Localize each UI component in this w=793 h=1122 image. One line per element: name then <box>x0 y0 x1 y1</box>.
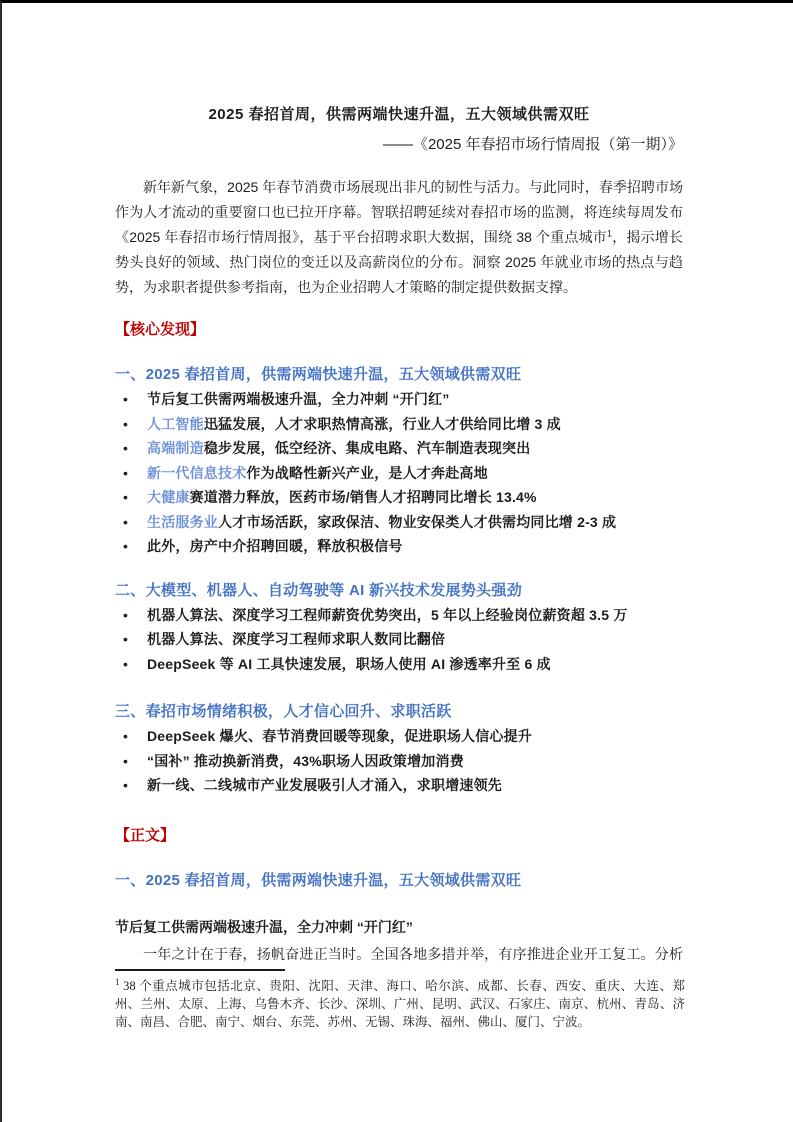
bullet-text: 作为战略性新兴产业，是人才奔赴高地 <box>246 464 488 481</box>
bullet-icon: • <box>123 631 129 647</box>
footnote-text: 38 个重点城市包括北京、贵阳、沈阳、天津、海口、哈尔滨、成都、长春、西安、重庆、大连、郑州、兰州、太原、上海、乌鲁木齐、长沙、深圳、广州、昆明、武汉、石家庄、南京、杭州、青岛、济南、南昌、合肥、南宁、烟台、东莞、苏州、无锡、珠海、福州、佛山、厦门、宁波。 <box>115 979 685 1029</box>
section-2-heading: 二、大模型、机器人、自动驾驶等 AI 新兴技术发展势头强劲 <box>115 581 523 599</box>
bullet-text: 机器人算法、深度学习工程师薪资优势突出，5 年以上经验岗位薪资超 3.5 万 <box>147 606 628 623</box>
list-item <box>115 412 683 437</box>
bullet-icon: • <box>123 415 129 432</box>
list-item <box>115 534 683 559</box>
bullet-icon: • <box>123 538 129 554</box>
bullet-text: 迅猛发展，人才求职热情高涨，行业人才供给同比增 3 成 <box>203 415 561 432</box>
footnote-separator <box>115 969 285 971</box>
document-subtitle: ——《2025 年春招市场行情周报（第一期）》 <box>382 136 683 153</box>
bullet-text: “国补” 推动换新消费，43%职场人因政策增加消费 <box>147 752 464 769</box>
footnote-paragraph <box>115 977 685 1031</box>
bullet-icon: • <box>123 777 129 793</box>
bullet-term: 人工智能 <box>147 415 204 432</box>
list-item <box>115 387 683 412</box>
list-item <box>115 485 683 510</box>
bullet-text: 人才市场活跃，家政保洁、物业安保类人才供需均同比增 2-3 成 <box>218 513 617 530</box>
bullet-icon: • <box>123 440 129 456</box>
bullet-icon: • <box>123 464 129 481</box>
intro-paragraph <box>115 175 683 300</box>
intro-text-part1: 新年新气象，2025 年春节消费市场展现出非凡的韧性与活力。与此同时，春季招聘市场作为人才流动的重要窗口也已拉开序幕。智联招聘延续对春招市场的监测，将连续每周发布《2025 年春招市场行情周报》，基于平台招聘求职大数据，围绕 38 个重点城市 <box>115 179 683 245</box>
body-label: 【正文】 <box>115 826 176 844</box>
list-item <box>115 436 683 461</box>
footnote-reference: 1 <box>607 228 613 239</box>
list-item <box>115 603 683 628</box>
intro-text-part2: ，揭示增长势头良好的领域、热门岗位的变迁以及高薪岗位的分布。洞察 2025 年就业市场的热点与趋势，为求职者提供参考指南，也为企业招聘人才策略的制定提供数据支撑。 <box>115 229 684 295</box>
bullet-text: DeepSeek 等 AI 工具快速发展，职场人使用 AI 渗透率升至 6 成 <box>147 655 551 672</box>
bullet-text: 机器人算法、深度学习工程师求职人数同比翻倍 <box>147 631 446 647</box>
bullet-text: 稳步发展，低空经济、集成电路、汽车制造表现突出 <box>203 440 531 456</box>
section-1-bullet-list <box>115 387 683 559</box>
list-item <box>115 749 683 774</box>
bullet-term: 新一代信息技术 <box>147 464 247 481</box>
section-3-heading: 三、春招市场情绪积极，人才信心回升、求职活跃 <box>115 703 452 720</box>
section-2-bullet-list <box>115 603 683 677</box>
bullet-icon: • <box>123 513 129 530</box>
list-item <box>115 652 683 677</box>
body-section-heading: 一、2025 春招首周，供需两端快速升温，五大领域供需双旺 <box>115 871 522 889</box>
bullet-icon: • <box>123 752 129 769</box>
bullet-term: 高端制造 <box>147 440 204 456</box>
bullet-text: 新一线、二线城市产业发展吸引人才涌入，求职增速领先 <box>147 777 502 793</box>
bullet-text: 此外，房产中介招聘回暖，释放积极信号 <box>147 538 403 554</box>
bullet-icon: • <box>123 489 129 505</box>
bullet-term: 大健康 <box>147 489 190 505</box>
list-item <box>115 510 683 535</box>
footnote-number: 1 <box>115 976 120 987</box>
section-1-heading: 一、2025 春招首周，供需两端快速升温，五大领域供需双旺 <box>115 366 522 383</box>
body-paragraph: 一年之计在于春，扬帆奋进正当时。全国各地多措并举，有序推进企业开工复工。分析 <box>143 945 683 962</box>
bullet-text: DeepSeek 爆火、春节消费回暖等现象，促进职场人信心提升 <box>147 728 533 744</box>
bullet-icon: • <box>123 655 129 672</box>
bullet-icon: • <box>123 606 129 623</box>
list-item <box>115 627 683 652</box>
body-subheading: 节后复工供需两端极速升温，全力冲刺 “开门红” <box>115 918 413 935</box>
list-item <box>115 461 683 486</box>
bullet-term: 生活服务业 <box>147 513 218 530</box>
bullet-icon: • <box>123 728 129 744</box>
list-item <box>115 724 683 749</box>
section-3-bullet-list <box>115 724 683 798</box>
footnote-area <box>115 969 685 1031</box>
document-title: 2025 春招首周，供需两端快速升温，五大领域供需双旺 <box>208 106 590 123</box>
core-findings-label: 【核心发现】 <box>115 321 206 338</box>
bullet-icon: • <box>123 391 129 407</box>
bullet-text: 节后复工供需两端极速升温，全力冲刺 “开门红” <box>147 391 450 407</box>
list-item <box>115 773 683 798</box>
bullet-text: 赛道潜力释放，医药市场/销售人才招聘同比增长 13.4% <box>189 489 537 505</box>
